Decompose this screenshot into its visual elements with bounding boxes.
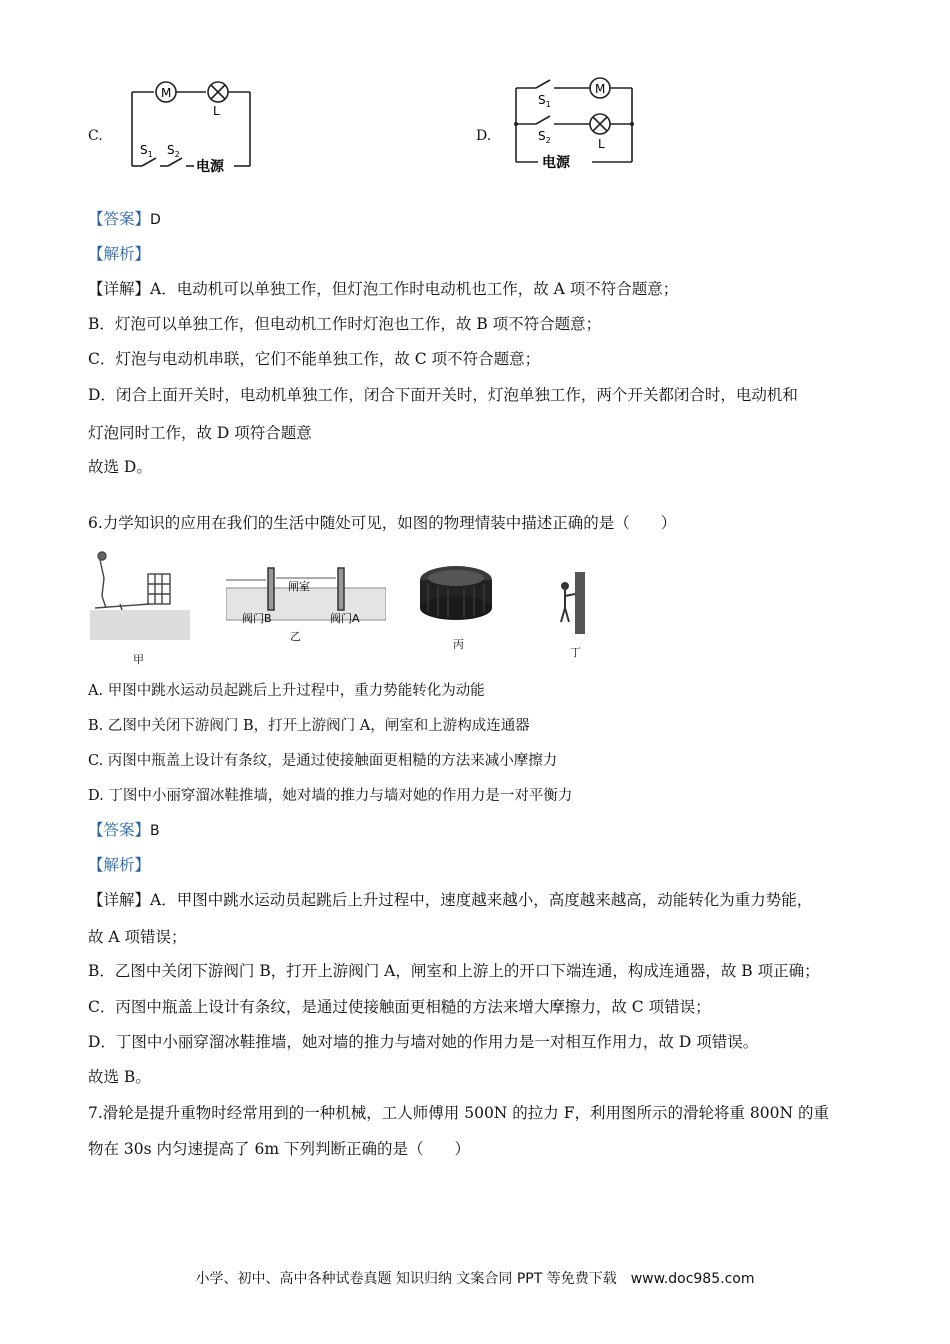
q5-answer	[88, 208, 161, 231]
q5-detail-line-1: 【详解】A．电动机可以单独工作，但灯泡工作时电动机也工作，故 A 项不符合题意；	[88, 280, 679, 298]
switch-s2-label: $S_2$	[167, 143, 180, 159]
lamp-label: L	[213, 104, 220, 118]
figure-jia-diver	[90, 548, 190, 648]
q5-detail-line-5: 灯泡同时工作，故 D 项符合题意	[88, 424, 312, 442]
lock-chamber-label: 闸室	[288, 580, 310, 593]
q6-option-b: B. 乙图中关闭下游阀门 B，打开上游阀门 A，闸室和上游构成连通器	[88, 718, 530, 734]
option-d-letter: D.	[476, 128, 492, 144]
valve-a-label: 阀门A	[330, 612, 360, 625]
option-c-letter: C.	[88, 128, 103, 144]
q5-conclusion: 故选 D。	[88, 458, 152, 476]
circuit-diagram-c	[122, 72, 262, 177]
detail-tag: 【详解】	[88, 280, 151, 298]
answer-tag: 【答案】	[88, 210, 151, 228]
switch-s1-label: $S_1$	[538, 93, 551, 109]
lamp-label: L	[598, 137, 605, 151]
motor-label: M	[595, 82, 606, 96]
figure-bing-bottle-cap	[418, 562, 498, 632]
figure-jia-label: 甲	[133, 653, 144, 666]
circuit-diagram-d	[510, 72, 640, 177]
q5-detail-line-4: D．闭合上面开关时，电动机单独工作，闭合下面开关时，灯泡单独工作，两个开关都闭合时，电动机和	[88, 386, 798, 404]
detail-tag: 【详解】	[88, 891, 151, 909]
switch-s2-label: $S_2$	[538, 129, 551, 145]
figure-bing-label: 丙	[453, 638, 464, 651]
figure-ding-skater	[553, 568, 593, 638]
figure-yi-label: 乙	[290, 630, 301, 643]
q5-analysis-tag: 【解析】	[88, 245, 151, 263]
q6-analysis-tag: 【解析】	[88, 856, 151, 874]
q6-answer	[88, 819, 160, 842]
q6-conclusion: 故选 B。	[88, 1068, 151, 1086]
valve-b-label: 阀门B	[242, 612, 272, 625]
q7-stem-line-1: 7.滑轮是提升重物时经常用到的一种机械，工人师傅用 500N 的拉力 F，利用图所示的滑轮将重 800N 的重	[88, 1104, 829, 1122]
q6-stem: 6.力学知识的应用在我们的生活中随处可见，如图的物理情装中描述正确的是（ ）	[88, 514, 677, 532]
q6-option-a: A. 甲图中跳水运动员起跳后上升过程中，重力势能转化为动能	[88, 683, 485, 699]
q6-detail-line-5: D．丁图中小丽穿溜冰鞋推墙，她对墙的推力与墙对她的作用力是一对相互作用力，故 D 项错误。	[88, 1033, 759, 1051]
answer-tag: 【答案】	[88, 821, 151, 839]
q5-detail-line-3: C．灯泡与电动机串联，它们不能单独工作，故 C 项不符合题意；	[88, 350, 541, 368]
q6-option-d: D. 丁图中小丽穿溜冰鞋推墙，她对墙的推力与墙对她的作用力是一对平衡力	[88, 788, 573, 804]
power-label: 电源	[196, 159, 224, 175]
q6-detail-line-2: 故 A 项错误；	[88, 928, 187, 946]
page-footer: 小学、初中、高中各种试卷真题 知识归纳 文案合同 PPT 等免费下载 www.doc985.com	[195, 1271, 755, 1287]
motor-label: M	[161, 86, 172, 100]
q7-stem-line-2: 物在 30s 内匀速提高了 6m 下列判断正确的是（ ）	[88, 1140, 470, 1158]
answer-value: D	[150, 212, 161, 228]
q6-detail-line-4: C．丙图中瓶盖上设计有条纹，是通过使接触面更相糙的方法来增大摩擦力，故 C 项错误；	[88, 998, 711, 1016]
q6-detail-line-1: 【详解】A．甲图中跳水运动员起跳后上升过程中，速度越来越小，高度越来越高，动能转化为重力势能，	[88, 891, 813, 909]
figure-yi-shiplock	[226, 560, 386, 640]
q6-detail-line-3: B．乙图中关闭下游阀门 B，打开上游阀门 A，闸室和上游上的开口下端连通，构成连通器，故 B 项正确；	[88, 962, 820, 980]
power-label: 电源	[542, 155, 570, 171]
figure-ding-label: 丁	[570, 646, 581, 659]
q5-detail-line-2: B．灯泡可以单独工作，但电动机工作时灯泡也工作，故 B 项不符合题意；	[88, 315, 602, 333]
answer-value: B	[150, 823, 160, 839]
q6-option-c: C. 丙图中瓶盖上设计有条纹，是通过使接触面更相糙的方法来减小摩擦力	[88, 753, 558, 769]
switch-s1-label: $S_1$	[140, 143, 153, 159]
